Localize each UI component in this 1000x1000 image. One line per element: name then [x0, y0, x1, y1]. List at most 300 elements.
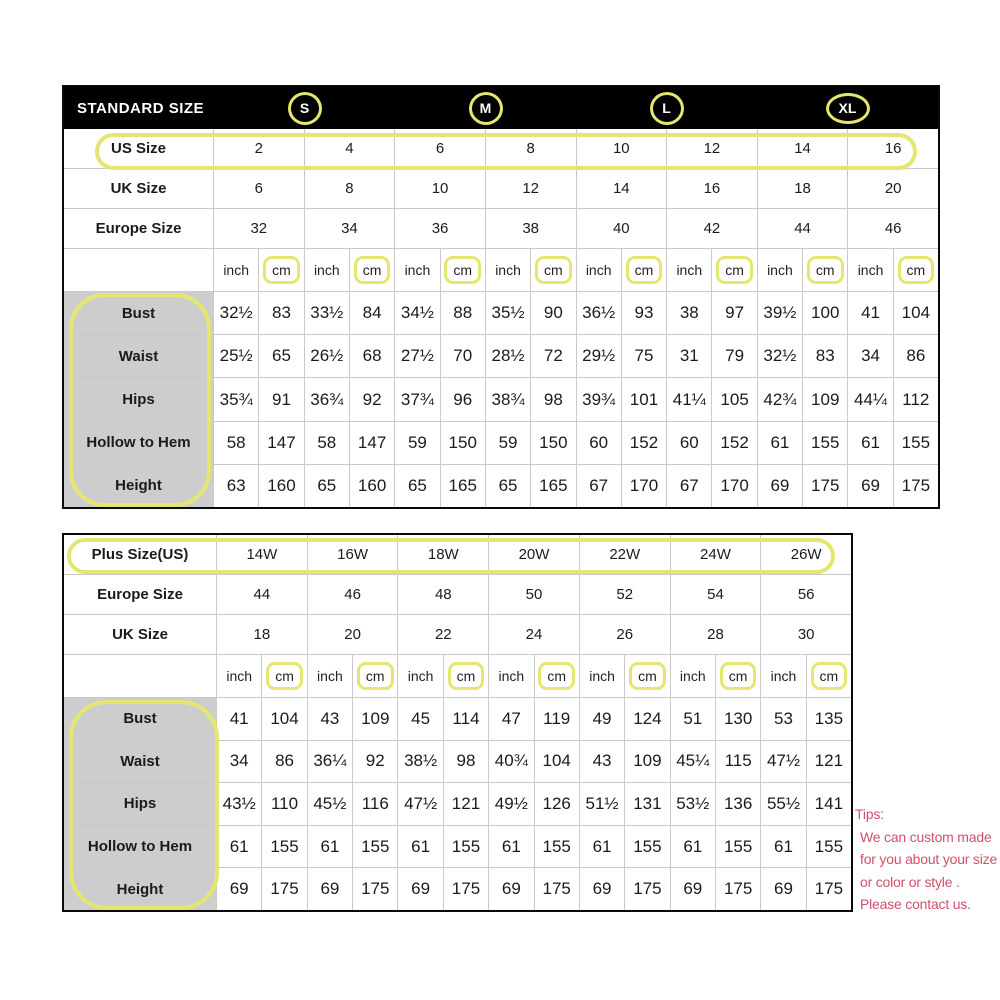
size-row: [64, 129, 938, 169]
measure-value: 41¼: [667, 378, 712, 420]
measure-value: 75: [622, 335, 667, 377]
size-cell: 20W: [489, 535, 580, 574]
measure-value: 124: [625, 698, 670, 740]
cm-label-highlighted: cm: [626, 256, 663, 284]
measure-value: 26½: [305, 335, 350, 377]
size-cell: 56: [797, 586, 815, 603]
measure-row: [64, 783, 851, 826]
unit-cell-cm: [259, 249, 304, 291]
inch-label: inch: [317, 668, 343, 684]
size-row-label: Plus Size(US): [64, 535, 217, 574]
measure-value: 35½: [486, 292, 531, 334]
size-cell: 24: [489, 615, 580, 654]
measure-value: 58: [214, 422, 259, 464]
unit-cell-inch: [580, 655, 625, 697]
size-group-circle: S: [288, 92, 322, 125]
unit-cell-cm: [350, 249, 395, 291]
measure-row: [64, 698, 851, 741]
measure-value: 110: [262, 783, 307, 825]
size-cell: 18W: [398, 535, 489, 574]
unit-cell-inch: [667, 249, 712, 291]
measure-value: 27½: [395, 335, 440, 377]
measure-value: 36¾: [305, 378, 350, 420]
measure-value: 47½: [761, 741, 806, 783]
measure-label: Waist: [64, 741, 217, 783]
measure-value: 61: [580, 826, 625, 868]
size-row-label: Europe Size: [64, 209, 214, 248]
measure-value: 69: [489, 868, 534, 910]
size-group: [576, 87, 757, 129]
plus-size-table: [62, 533, 853, 912]
tips-title: Tips:: [855, 806, 884, 822]
measure-value: 109: [803, 378, 848, 420]
measure-value: 155: [262, 826, 307, 868]
measure-value: 28½: [486, 335, 531, 377]
measure-label: Bust: [64, 292, 214, 334]
unit-cell-cm: [894, 249, 938, 291]
unit-cell-inch: [489, 655, 534, 697]
measure-label: Hips: [64, 378, 214, 420]
cm-label-highlighted: cm: [263, 256, 300, 284]
size-cell: 18: [758, 169, 849, 208]
measure-value: 68: [350, 335, 395, 377]
measure-value: 43: [308, 698, 353, 740]
size-cell: 30: [797, 626, 815, 643]
measure-value: 160: [259, 465, 304, 507]
measure-value: 147: [259, 422, 304, 464]
measure-value: 86: [906, 346, 926, 366]
size-row: [64, 575, 851, 615]
measure-value: 83: [259, 292, 304, 334]
measure-value: 69: [308, 868, 353, 910]
size-cell: 14W: [217, 535, 308, 574]
unit-cell-cm: [807, 655, 851, 697]
measure-value: 34: [217, 741, 262, 783]
measure-value: 38½: [398, 741, 443, 783]
size-cell: 16: [884, 140, 902, 157]
measure-value: 116: [353, 783, 398, 825]
measure-value: 32½: [214, 292, 259, 334]
measure-value: 96: [441, 378, 486, 420]
size-cell: 2: [214, 129, 305, 168]
unit-cell-inch: [761, 655, 806, 697]
measure-value: 29½: [577, 335, 622, 377]
size-row-label: US Size: [64, 129, 214, 168]
size-cell: 52: [580, 575, 671, 614]
measure-label: Bust: [64, 698, 217, 740]
unit-cell-cm: [444, 655, 489, 697]
measure-value: 69: [848, 465, 893, 507]
size-cell: 46: [884, 220, 902, 237]
size-row: [64, 169, 938, 209]
measure-value: 104: [901, 303, 931, 323]
size-cell: 28: [671, 615, 762, 654]
cm-label-highlighted: cm: [354, 256, 391, 284]
measure-value: 175: [901, 475, 931, 495]
measure-value: 97: [712, 292, 757, 334]
size-cell: 32: [214, 209, 305, 248]
size-cell: 34: [305, 209, 396, 248]
measure-value: 31: [667, 335, 712, 377]
size-cell: 40: [577, 209, 668, 248]
measure-value: 60: [577, 422, 622, 464]
size-row: [64, 535, 851, 575]
unit-cell-inch: [214, 249, 259, 291]
measure-value: 100: [803, 292, 848, 334]
measure-value: 60: [667, 422, 712, 464]
measure-value: 119: [535, 698, 580, 740]
measure-value: 175: [262, 868, 307, 910]
unit-cell-cm: [622, 249, 667, 291]
measure-value: 136: [716, 783, 761, 825]
standard-size-header: [64, 87, 938, 129]
measure-value: 109: [353, 698, 398, 740]
measure-row: [64, 335, 938, 378]
unit-cell-cm: [712, 249, 757, 291]
measure-value: 105: [712, 378, 757, 420]
size-cell: 38: [486, 209, 577, 248]
measure-value: 33½: [305, 292, 350, 334]
size-group-circle: XL: [826, 93, 870, 124]
measure-row: [64, 422, 938, 465]
unit-cell-inch: [577, 249, 622, 291]
size-group: [214, 87, 395, 129]
tips-line: Please contact us.: [860, 896, 971, 912]
measure-row: [64, 292, 938, 335]
measure-value: 175: [803, 465, 848, 507]
inch-label: inch: [767, 262, 793, 278]
measure-value: 61: [217, 826, 262, 868]
size-row-label: UK Size: [64, 169, 214, 208]
measure-value: 104: [535, 741, 580, 783]
measure-row: [64, 741, 851, 784]
size-cell: 46: [308, 575, 399, 614]
standard-size-rows: [64, 129, 938, 507]
measure-value: 65: [395, 465, 440, 507]
measure-value: 39¾: [577, 378, 622, 420]
measure-label: Waist: [64, 335, 214, 377]
inch-label: inch: [770, 668, 797, 684]
measure-value: 155: [625, 826, 670, 868]
cm-label-highlighted: cm: [629, 662, 666, 690]
unit-cell-inch: [305, 249, 350, 291]
size-cell: 54: [671, 575, 762, 614]
measure-value: 45½: [308, 783, 353, 825]
measure-value: 40¾: [489, 741, 534, 783]
measure-value: 175: [814, 879, 844, 899]
size-cell: 44: [758, 209, 849, 248]
cm-label-highlighted: cm: [357, 662, 394, 690]
unit-cell-inch: [217, 655, 262, 697]
unit-row-label: [64, 249, 214, 291]
size-cell: 44: [217, 575, 308, 614]
size-cell: 14: [577, 169, 668, 208]
measure-value: 84: [350, 292, 395, 334]
unit-row: [64, 249, 938, 292]
unit-row: [64, 655, 851, 698]
unit-cell-cm: [531, 249, 576, 291]
measure-value: 155: [353, 826, 398, 868]
measure-value: 92: [350, 378, 395, 420]
cm-label-highlighted: cm: [266, 662, 303, 690]
measure-value: 109: [625, 741, 670, 783]
unit-cell-inch: [848, 249, 893, 291]
size-cell: 16: [667, 169, 758, 208]
inch-label: inch: [676, 262, 703, 278]
size-row: [64, 209, 938, 249]
cm-label-highlighted: cm: [720, 662, 757, 690]
measure-value: 47: [489, 698, 534, 740]
measure-value: 35¾: [214, 378, 259, 420]
unit-cell-cm: [535, 655, 580, 697]
inch-label: inch: [407, 668, 434, 684]
measure-value: 126: [535, 783, 580, 825]
size-cell: 22: [398, 615, 489, 654]
measure-value: 34: [848, 335, 893, 377]
measure-value: 41: [848, 292, 893, 334]
size-group: [395, 87, 576, 129]
cm-label-highlighted: cm: [898, 256, 935, 284]
measure-value: 155: [716, 826, 761, 868]
cm-label-highlighted: cm: [535, 256, 572, 284]
measure-value: 61: [848, 422, 893, 464]
measure-value: 79: [712, 335, 757, 377]
size-cell: 20: [308, 615, 399, 654]
measure-value: 38: [667, 292, 712, 334]
measure-value: 155: [444, 826, 489, 868]
tips-line: We can custom made: [860, 828, 992, 845]
unit-cell-cm: [716, 655, 761, 697]
measure-value: 170: [712, 465, 757, 507]
measure-row: [64, 868, 851, 910]
size-cell: 4: [305, 129, 396, 168]
measure-value: 175: [444, 868, 489, 910]
measure-value: 147: [350, 422, 395, 464]
measure-value: 69: [580, 868, 625, 910]
measure-value: 44¼: [848, 378, 893, 420]
size-group: [757, 87, 938, 129]
measure-value: 86: [262, 741, 307, 783]
size-cell: 8: [486, 129, 577, 168]
size-cell: 10: [577, 129, 668, 168]
size-cell: 6: [214, 169, 305, 208]
size-cell: 42: [667, 209, 758, 248]
size-row-label: Europe Size: [64, 575, 217, 614]
size-cell: 14: [758, 129, 849, 168]
tips-line: or color or style .: [860, 873, 960, 890]
size-cell: 12: [486, 169, 577, 208]
inch-label: inch: [679, 668, 706, 684]
measure-label: Hollow to Hem: [64, 422, 214, 464]
measure-value: 115: [716, 741, 761, 783]
inch-label: inch: [498, 668, 525, 684]
measure-value: 36½: [577, 292, 622, 334]
measure-value: 135: [814, 708, 844, 728]
measure-value: 41: [217, 698, 262, 740]
measure-value: 58: [305, 422, 350, 464]
measure-row: [64, 465, 938, 507]
measure-value: 101: [622, 378, 667, 420]
measure-value: 98: [444, 741, 489, 783]
measure-value: 37¾: [395, 378, 440, 420]
measure-value: 53½: [671, 783, 716, 825]
inch-label: inch: [857, 262, 884, 278]
size-cell: 26W: [790, 546, 822, 563]
measure-value: 34½: [395, 292, 440, 334]
inch-label: inch: [404, 262, 431, 278]
measure-value: 32½: [758, 335, 803, 377]
size-row-label: UK Size: [64, 615, 217, 654]
measure-value: 42¾: [758, 378, 803, 420]
unit-cell-inch: [671, 655, 716, 697]
inch-label: inch: [495, 262, 521, 278]
unit-cell-inch: [486, 249, 531, 291]
measure-value: 63: [214, 465, 259, 507]
measure-value: 131: [625, 783, 670, 825]
measure-value: 160: [350, 465, 395, 507]
measure-value: 43: [580, 741, 625, 783]
measure-value: 175: [716, 868, 761, 910]
measure-value: 36¼: [308, 741, 353, 783]
measure-value: 155: [535, 826, 580, 868]
measure-label: Hips: [64, 783, 217, 825]
measure-value: 49: [580, 698, 625, 740]
size-cell: 48: [398, 575, 489, 614]
cm-label-highlighted: cm: [538, 662, 575, 690]
standard-size-table: [62, 85, 940, 509]
measure-value: 51½: [580, 783, 625, 825]
size-cell: 8: [305, 169, 396, 208]
measure-value: 61: [761, 826, 806, 868]
measure-value: 98: [531, 378, 576, 420]
measure-value: 90: [531, 292, 576, 334]
cm-label-highlighted: cm: [716, 256, 753, 284]
size-cell: 50: [489, 575, 580, 614]
measure-value: 55½: [761, 783, 806, 825]
cm-label-highlighted: cm: [807, 256, 844, 284]
measure-value: 88: [441, 292, 486, 334]
size-group-letters: [214, 87, 938, 129]
measure-value: 130: [716, 698, 761, 740]
measure-value: 170: [622, 465, 667, 507]
unit-cell-cm: [441, 249, 486, 291]
measure-value: 59: [395, 422, 440, 464]
measure-value: 61: [758, 422, 803, 464]
measure-value: 91: [259, 378, 304, 420]
measure-value: 155: [901, 432, 931, 452]
size-group-circle: M: [469, 92, 503, 125]
measure-value: 39½: [758, 292, 803, 334]
measure-value: 93: [622, 292, 667, 334]
measure-value: 61: [671, 826, 716, 868]
unit-cell-cm: [262, 655, 307, 697]
size-row: [64, 615, 851, 655]
measure-value: 72: [531, 335, 576, 377]
measure-value: 121: [444, 783, 489, 825]
size-cell: 36: [395, 209, 486, 248]
measure-value: 92: [353, 741, 398, 783]
measure-value: 59: [486, 422, 531, 464]
measure-row: [64, 826, 851, 869]
measure-value: 112: [902, 389, 930, 409]
measure-label: Hollow to Hem: [64, 826, 217, 868]
measure-row: [64, 378, 938, 421]
measure-value: 47½: [398, 783, 443, 825]
size-cell: 16W: [308, 535, 399, 574]
measure-value: 141: [814, 793, 844, 813]
inch-label: inch: [313, 262, 340, 278]
measure-value: 175: [535, 868, 580, 910]
measure-value: 61: [398, 826, 443, 868]
standard-size-title: STANDARD SIZE: [77, 99, 205, 117]
measure-value: 69: [758, 465, 803, 507]
measure-value: 65: [305, 465, 350, 507]
measure-value: 69: [217, 868, 262, 910]
measure-value: 175: [625, 868, 670, 910]
measure-value: 69: [398, 868, 443, 910]
measure-value: 43½: [217, 783, 262, 825]
unit-cell-cm: [353, 655, 398, 697]
measure-value: 65: [486, 465, 531, 507]
size-cell: 26: [580, 615, 671, 654]
measure-value: 25½: [214, 335, 259, 377]
measure-value: 104: [262, 698, 307, 740]
size-cell: 22W: [580, 535, 671, 574]
unit-row-label: [64, 655, 217, 697]
measure-value: 83: [803, 335, 848, 377]
measure-value: 45¼: [671, 741, 716, 783]
unit-cell-inch: [758, 249, 803, 291]
measure-value: 61: [489, 826, 534, 868]
cm-label-highlighted: cm: [444, 256, 481, 284]
measure-value: 121: [814, 751, 844, 771]
measure-value: 114: [444, 698, 489, 740]
inch-label: inch: [223, 262, 249, 278]
measure-label: Height: [64, 868, 217, 910]
unit-cell-inch: [308, 655, 353, 697]
cm-label-highlighted: cm: [811, 662, 848, 690]
size-cell: 10: [395, 169, 486, 208]
size-cell: 24W: [671, 535, 762, 574]
measure-value: 61: [308, 826, 353, 868]
measure-value: 49½: [489, 783, 534, 825]
measure-value: 155: [814, 836, 844, 856]
measure-value: 38¾: [486, 378, 531, 420]
measure-value: 152: [712, 422, 757, 464]
measure-value: 65: [259, 335, 304, 377]
unit-cell-cm: [625, 655, 670, 697]
measure-value: 175: [353, 868, 398, 910]
tips-line: for you about your size: [860, 851, 998, 867]
inch-label: inch: [226, 668, 253, 684]
inch-label: inch: [589, 668, 615, 684]
measure-value: 150: [441, 422, 486, 464]
measure-value: 165: [531, 465, 576, 507]
measure-value: 67: [577, 465, 622, 507]
unit-cell-inch: [398, 655, 443, 697]
size-cell: 20: [884, 180, 902, 197]
measure-value: 51: [671, 698, 716, 740]
size-cell: 18: [217, 615, 308, 654]
cm-label-highlighted: cm: [448, 662, 485, 690]
tips-note: [855, 803, 1000, 916]
measure-value: 165: [441, 465, 486, 507]
measure-value: 150: [531, 422, 576, 464]
size-cell: 12: [667, 129, 758, 168]
unit-cell-cm: [803, 249, 848, 291]
measure-value: 69: [671, 868, 716, 910]
plus-size-rows: [64, 535, 851, 910]
